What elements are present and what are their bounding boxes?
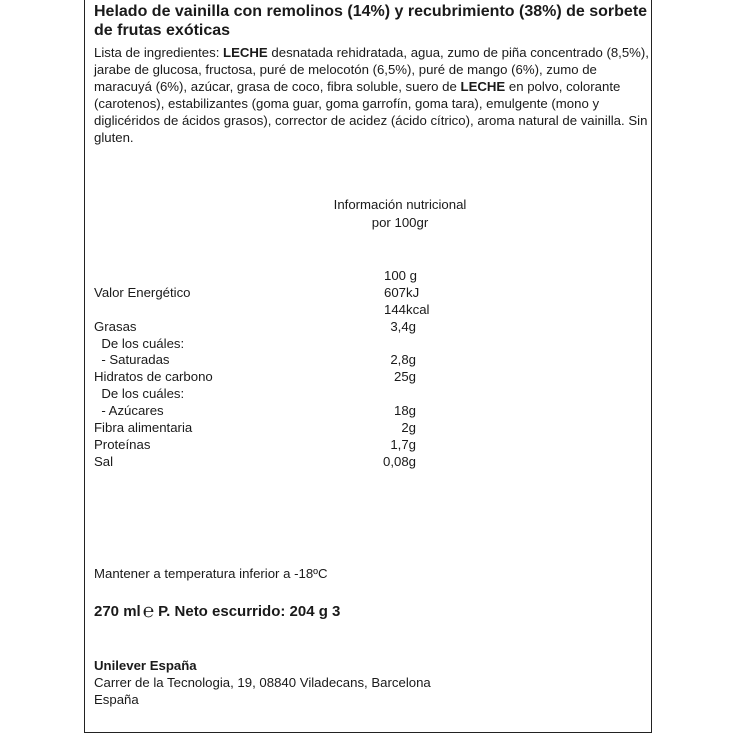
company-address: Carrer de la Tecnologia, 19, 08840 Viladecans, Barcelona xyxy=(94,675,431,690)
nutrient-label: Proteínas xyxy=(94,437,151,452)
nutrition-column-header: 100 g xyxy=(384,268,418,283)
ingredients-list xyxy=(94,44,650,146)
product-title: Helado de vainilla con remolinos (14%) y recubrimiento (38%) de sorbete de frutas exóticas xyxy=(94,3,648,39)
nutrient-value: 3,4g xyxy=(390,319,416,334)
nutrition-title: Información nutricional xyxy=(333,197,467,212)
estimated-sign-icon: ℮ xyxy=(142,601,155,622)
nutrient-label: De los cuáles: xyxy=(94,386,185,401)
ingredients-part-1: desnatada rehidratada, agua, zumo de piña concentrado (8,5%), jarabe de glucosa, fructosa, puré de melocotón (6,5%), puré de mango (6%), zumo de maracuyá (6%), azúcar, grasa de coco, fibra soluble, suero de xyxy=(94,45,649,94)
nutrient-label: Sal xyxy=(94,454,114,469)
energy-label: Valor Energético xyxy=(94,285,191,300)
company-country: España xyxy=(94,692,139,707)
nutrient-value: 25g xyxy=(393,369,416,384)
nutrition-per: por 100gr xyxy=(371,215,429,230)
energy-kcal: 144kcal xyxy=(384,302,430,317)
company-name: Unilever España xyxy=(94,658,197,673)
company-info xyxy=(94,657,431,708)
nutrient-label: Hidratos de carbono xyxy=(94,369,213,384)
storage-instructions: Mantener a temperatura inferior a -18ºC xyxy=(94,566,328,581)
net-volume: 270 ml xyxy=(94,603,141,620)
nutrient-label: Fibra alimentaria xyxy=(94,420,193,435)
allergen-milk-2: LECHE xyxy=(460,79,506,94)
net-weight: P. Neto escurrido: 204 g 3 xyxy=(158,603,341,620)
nutrient-value: 2,8g xyxy=(390,352,416,367)
nutrient-value: 18g xyxy=(393,403,416,418)
nutrient-label: - Azúcares xyxy=(94,403,164,418)
nutrient-label: De los cuáles: xyxy=(94,336,185,351)
ingredients-prefix: Lista de ingredientes: xyxy=(94,45,224,60)
energy-kj: 607kJ xyxy=(384,285,420,300)
nutrient-value: 2g xyxy=(401,420,416,435)
nutrient-label: - Saturadas xyxy=(94,352,170,367)
nutrient-label: Grasas xyxy=(94,319,137,334)
ingredients-part-2: en polvo, colorante (carotenos), estabilizantes (goma guar, goma garrofín, goma tara), emulgente (mono y diglicéridos de ácidos grasos), corrector de acidez (ácido cítrico), aroma natural de vainilla. Sin gluten. xyxy=(94,79,648,145)
net-quantity xyxy=(94,600,340,622)
nutrient-value: 1,7g xyxy=(390,437,416,452)
nutrition-heading xyxy=(300,196,500,232)
nutrient-value: 0,08g xyxy=(382,454,416,469)
allergen-milk-1: LECHE xyxy=(223,45,268,60)
